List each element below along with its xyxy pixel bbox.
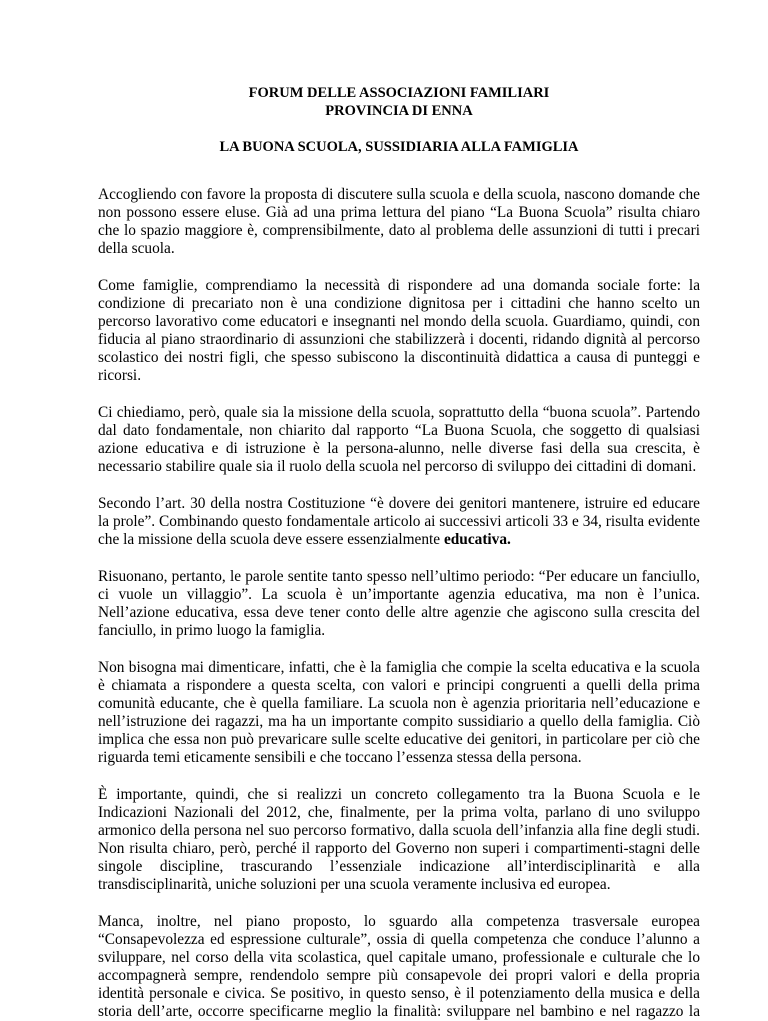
paragraph-7: È importante, quindi, che si realizzi un concreto collegamento tra la Buona Scuola e le Indicazioni Nazionali del 2012, che, finalmente, per la prima volta, parlano di uno sviluppo armonico della persona nel suo percorso formativo, dalla scuola dell’infanzia alla fine degli studi. Non risulta chiaro, però, perché il rapporto del Governo non superi i compartimenti-stagni delle singole discipline, trascurando l’essenziale indicazione all’interdisciplinarità e alla transdisciplinarità, uniche soluzioni per una scuola veramente inclusiva ed europea. bbox=[98, 786, 700, 893]
organization-name: FORUM DELLE ASSOCIAZIONI FAMILIARI bbox=[248, 85, 550, 101]
organization-province: PROVINCIA DI ENNA bbox=[325, 103, 473, 119]
document-title: LA BUONA SCUOLA, SUSSIDIARIA ALLA FAMIGLIA bbox=[219, 139, 579, 155]
paragraph-4-text: Secondo l’art. 30 della nostra Costituzione “è dovere dei genitori mantenere, istruire ed educare la prole”. Combinando questo fondamentale articolo ai successivi articoli 33 e 34, risulta evidente che la missione della scuola deve essere essenzialmente bbox=[98, 495, 700, 548]
paragraph-8: Manca, inoltre, nel piano proposto, lo sguardo alla competenza trasversale europea “Consapevolezza ed espressione culturale”, ossia di quella competenza che conduce l’alunno a sviluppare, nel corso della vita scolastica, quel capitale umano, professionale e culturale che lo accompagnerà sempre, rendendolo sempre più consapevole dei propri valori e della propria identità personale e civica. Se positivo, in questo senso, è il potenziamento della musica e della storia dell’arte, occorre specificarne meglio la finalità: sviluppare nel bambino e nel ragazzo la bbox=[98, 913, 700, 1020]
paragraph-5: Risuonano, pertanto, le parole sentite tanto spesso nell’ultimo periodo: “Per educare un fanciullo, ci vuole un villaggio”. La scuola è un’importante agenzia educativa, ma non è l’unica. Nell’azione educativa, essa deve tener conto delle altre agenzie che agiscono sulla crescita del fanciullo, in primo luogo la famiglia. bbox=[98, 568, 700, 639]
paragraph-4-bold-word: educativa. bbox=[443, 531, 511, 548]
paragraph-3: Ci chiediamo, però, quale sia la missione della scuola, soprattutto della “buona scuola”. Partendo dal dato fondamentale, non chiarito dal rapporto “La Buona Scuola, che soggetto di qualsiasi azione educativa e di istruzione è la persona-alunno, nelle diverse fasi della sua crescita, è necessario stabilire quale sia il ruolo della scuola nel percorso di sviluppo dei cittadini di domani. bbox=[98, 404, 700, 475]
paragraph-6: Non bisogna mai dimenticare, infatti, che è la famiglia che compie la scelta educativa e la scuola è chiamata a rispondere a questa scelta, con valori e principi congruenti a quelli della prima comunità educante, che è quella familiare. La scuola non è agenzia prioritaria nell’educazione e nell’istruzione dei ragazzi, ma ha un importante compito sussidiario a quello della famiglia. Ciò implica che essa non può prevaricare sulle scelte educative dei genitori, in particolare per ciò che riguarda temi eticamente sensibili e che toccano l’essenza stessa della persona. bbox=[98, 659, 700, 766]
document-body bbox=[98, 186, 700, 1021]
document-header bbox=[98, 84, 700, 120]
paragraph-1: Accogliendo con favore la proposta di discutere sulla scuola e della scuola, nascono domande che non possono essere eluse. Già ad una prima lettura del piano “La Buona Scuola” risulta chiaro che lo spazio maggiore è, comprensibilmente, dato al problema delle assunzioni di tutti i precari della scuola. bbox=[98, 186, 700, 257]
paragraph-2: Come famiglie, comprendiamo la necessità di rispondere ad una domanda sociale forte: la condizione di precariato non è una condizione dignitosa per i cittadini che hanno scelto un percorso lavorativo come educatori e insegnanti nel mondo della scuola. Guardiamo, quindi, con fiducia al piano straordinario di assunzioni che stabilizzerà i docenti, ridando dignità al percorso scolastico dei nostri figli, che spesso subiscono la discontinuità didattica a causa di punteggi e ricorsi. bbox=[98, 277, 700, 384]
paragraph-4 bbox=[98, 495, 700, 549]
